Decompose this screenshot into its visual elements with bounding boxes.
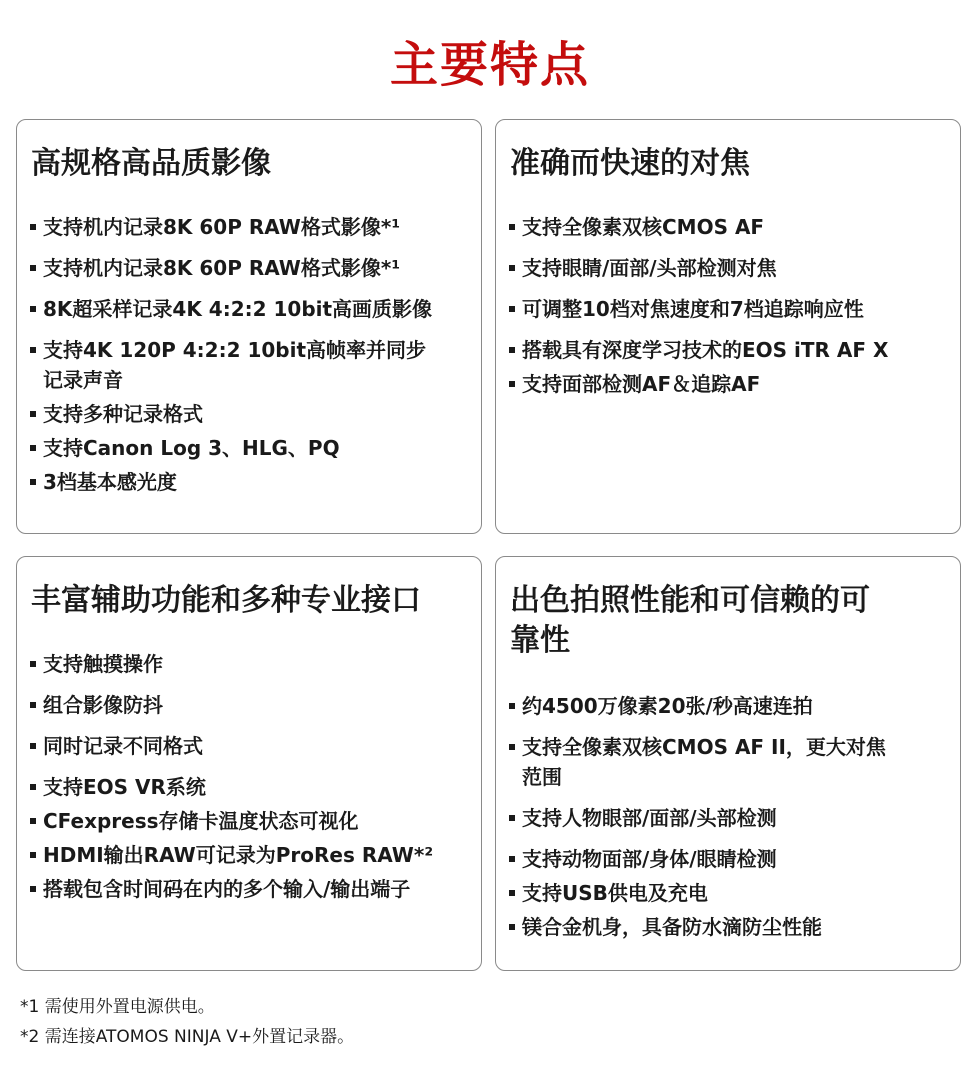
list-item-text: 可调整10档对焦速度和7档追踪响应性 <box>522 297 864 321</box>
bullet-icon <box>509 306 515 312</box>
list-item <box>508 844 952 874</box>
list-item-text: 支持4K 120P 4:2:2 10bit高帧率并同步记录声音 <box>43 338 427 392</box>
bullet-icon <box>509 381 515 387</box>
list-item-text: 同时记录不同格式 <box>43 734 203 758</box>
list-item <box>508 732 902 792</box>
list-item <box>29 212 473 242</box>
list-item <box>29 690 473 720</box>
list-item <box>29 806 473 836</box>
list-item-text: 支持多种记录格式 <box>43 402 203 426</box>
list-item <box>508 369 952 399</box>
list-item-text: HDMI输出RAW可记录为ProRes RAW*² <box>43 843 434 867</box>
list-item <box>29 399 473 429</box>
list-item <box>508 253 952 283</box>
card-title: 高规格高品质影像 <box>31 146 271 181</box>
footnote-2: *2 需连接ATOMOS NINJA V+外置记录器。 <box>20 1027 355 1047</box>
list-item-text: 搭载包含时间码在内的多个输入/输出端子 <box>43 877 411 901</box>
list-item-text: 支持人物眼部/面部/头部检测 <box>522 806 777 830</box>
bullet-icon <box>30 818 36 824</box>
list-item <box>29 649 473 679</box>
page-title: 主要特点 <box>389 37 590 93</box>
feature-list <box>29 649 473 904</box>
list-item-text: 支持全像素双核CMOS AF <box>522 215 765 239</box>
feature-list <box>508 691 952 942</box>
list-item-text: CFexpress存储卡温度状态可视化 <box>43 809 359 833</box>
list-item-text: 约4500万像素20张/秒高速连拍 <box>522 694 813 718</box>
list-item-text: 支持机内记录8K 60P RAW格式影像*¹ <box>43 256 401 280</box>
list-item <box>29 840 473 870</box>
card-title: 准确而快速的对焦 <box>510 146 750 181</box>
feature-card-autofocus <box>495 119 961 534</box>
list-item-text: 支持眼睛/面部/头部检测对焦 <box>522 256 777 280</box>
list-item-text: 支持面部检测AF＆追踪AF <box>522 372 761 396</box>
bullet-icon <box>30 743 36 749</box>
list-item <box>508 912 952 942</box>
list-item-text: 支持触摸操作 <box>43 652 163 676</box>
list-item-text: 支持Canon Log 3、HLG、PQ <box>43 436 340 460</box>
feature-card-image-quality <box>16 119 482 534</box>
bullet-icon <box>509 347 515 353</box>
bullet-icon <box>509 856 515 862</box>
list-item-text: 支持全像素双核CMOS AF II，更大对焦范围 <box>522 735 886 789</box>
card-title: 丰富辅助功能和多种专业接口 <box>31 583 421 618</box>
bullet-icon <box>509 815 515 821</box>
card-title: 出色拍照性能和可信赖的可靠性 <box>510 583 870 658</box>
bullet-icon <box>509 265 515 271</box>
list-item <box>29 874 473 904</box>
list-item <box>29 772 473 802</box>
bullet-icon <box>30 852 36 858</box>
list-item <box>29 335 433 395</box>
bullet-icon <box>509 744 515 750</box>
list-item-text: 搭载具有深度学习技术的EOS iTR AF X <box>522 338 889 362</box>
feature-card-photo-reliability <box>495 556 961 971</box>
bullet-icon <box>509 924 515 930</box>
list-item-text: 支持动物面部/身体/眼睛检测 <box>522 847 777 871</box>
feature-card-pro-interfaces <box>16 556 482 971</box>
bullet-icon <box>509 890 515 896</box>
list-item-text: 支持机内记录8K 60P RAW格式影像*¹ <box>43 215 401 239</box>
footnote-1: *1 需使用外置电源供电。 <box>20 997 215 1017</box>
bullet-icon <box>30 702 36 708</box>
list-item-text: 3档基本感光度 <box>43 470 177 494</box>
list-item-text: 镁合金机身，具备防水滴防尘性能 <box>522 915 822 939</box>
list-item <box>508 212 952 242</box>
bullet-icon <box>30 661 36 667</box>
bullet-icon <box>30 445 36 451</box>
list-item <box>29 433 473 463</box>
list-item <box>508 335 952 365</box>
list-item <box>29 253 473 283</box>
list-item <box>29 294 473 324</box>
list-item <box>508 878 952 908</box>
footnotes <box>20 992 354 1052</box>
bullet-icon <box>30 479 36 485</box>
list-item <box>508 294 952 324</box>
list-item-text: 支持USB供电及充电 <box>522 881 708 905</box>
feature-list <box>508 212 952 399</box>
feature-list <box>29 212 473 497</box>
list-item-text: 支持EOS VR系统 <box>43 775 206 799</box>
list-item <box>508 691 952 721</box>
list-item-text: 组合影像防抖 <box>43 693 163 717</box>
bullet-icon <box>509 703 515 709</box>
bullet-icon <box>509 224 515 230</box>
bullet-icon <box>30 265 36 271</box>
list-item <box>508 803 952 833</box>
list-item <box>29 467 473 497</box>
list-item <box>29 731 473 761</box>
bullet-icon <box>30 784 36 790</box>
bullet-icon <box>30 411 36 417</box>
bullet-icon <box>30 224 36 230</box>
bullet-icon <box>30 886 36 892</box>
bullet-icon <box>30 306 36 312</box>
bullet-icon <box>30 347 36 353</box>
list-item-text: 8K超采样记录4K 4:2:2 10bit高画质影像 <box>43 297 433 321</box>
